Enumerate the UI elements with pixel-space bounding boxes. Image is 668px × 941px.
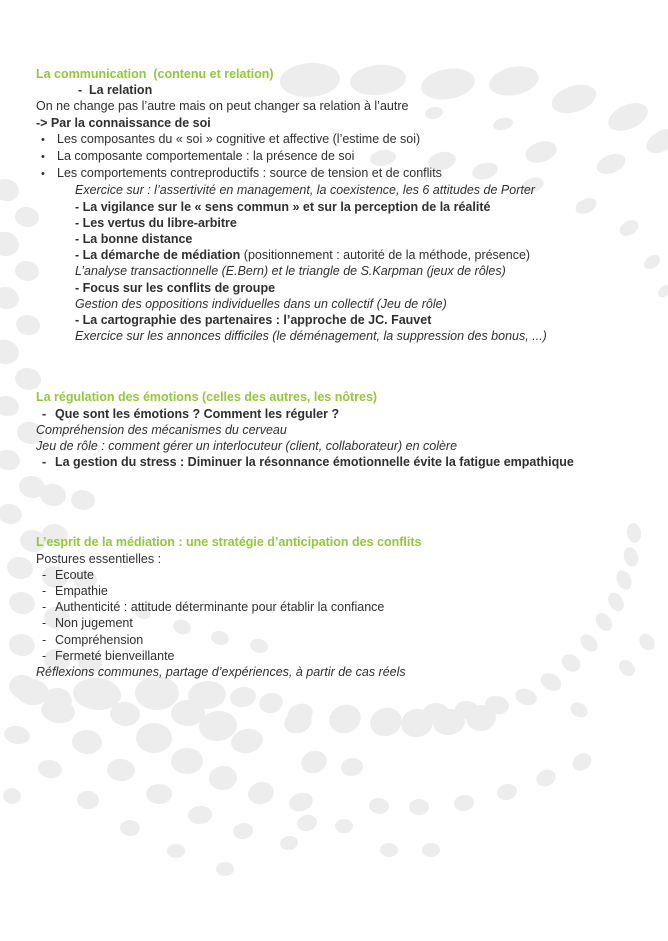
text-line: [36, 148, 642, 165]
text-segment: Réflexions communes, partage d’expériences, à partir de cas réels: [36, 665, 406, 680]
text-line: [36, 422, 642, 438]
text-segment: Fermeté bienveillante: [55, 648, 175, 663]
text-line: [36, 454, 642, 470]
document-content: [36, 66, 642, 680]
dash-marker: -: [42, 632, 47, 647]
bullet-marker: •: [41, 133, 45, 146]
text-segment: Postures essentielles :: [36, 551, 162, 566]
text-line: [36, 182, 642, 198]
text-segment: Gestion des oppositions individuelles dans un collectif (Jeu de rôle): [75, 296, 447, 311]
text-segment: -> Par la connaissance de soi: [36, 115, 211, 130]
bullet-marker: •: [41, 151, 45, 164]
section-heading: [36, 66, 642, 82]
text-segment: Les composantes du « soi » cognitive et affective (l’estime de soi): [57, 131, 421, 146]
text-line: [36, 165, 642, 182]
text-segment: Empathie: [55, 584, 108, 599]
text-segment: On ne change pas l’autre mais on peut changer sa relation à l’autre: [36, 99, 409, 114]
text-segment: Exercice sur les annonces difficiles (le déménagement, la suppression des bonus, ...): [75, 329, 547, 344]
text-line: [36, 406, 642, 422]
text-segment: - La démarche de médiation: [75, 248, 244, 263]
dash-marker: -: [42, 406, 47, 421]
text-segment: - La bonne distance: [75, 232, 193, 247]
text-segment: Exercice sur : l’assertivité en management, la coexistence, les 6 attitudes de Porter: [75, 183, 535, 198]
bullet-marker: •: [41, 168, 45, 181]
text-line: [36, 664, 642, 680]
text-line: [36, 551, 642, 567]
text-line: [36, 328, 642, 344]
text-segment: Les comportements contreproductifs : source de tension et de conflits: [57, 166, 442, 181]
text-line: [36, 632, 642, 648]
dash-marker: -: [42, 455, 47, 470]
section-heading: [36, 389, 642, 405]
text-segment: Authenticité : attitude déterminante pour établir la confiance: [55, 600, 385, 615]
text-segment: La relation: [89, 83, 153, 98]
text-segment: La régulation des émotions (celles des autres, les nôtres): [36, 390, 378, 405]
text-segment: - Focus sur les conflits de groupe: [75, 280, 276, 295]
text-segment: Compréhension: [55, 632, 144, 647]
text-segment: - Les vertus du libre-arbitre: [75, 215, 237, 230]
text-line: [36, 312, 642, 328]
text-line: [36, 280, 642, 296]
text-segment: - La vigilance sur le « sens commun » et sur la perception de la réalité: [75, 199, 491, 214]
text-segment: L’esprit de la médiation : une stratégie d’anticipation des conflits: [36, 535, 422, 550]
text-line: [36, 615, 642, 631]
section-heading: [36, 534, 642, 550]
section-la-regulation-des-emotions: [36, 389, 642, 470]
text-line: [36, 115, 642, 131]
text-segment: La composante comportementale : la présence de soi: [57, 149, 355, 164]
text-segment: L’analyse transactionnelle (E.Bern) et le triangle de S.Karpman (jeux de rôles): [75, 264, 506, 279]
text-line: [36, 567, 642, 583]
text-line: [36, 263, 642, 279]
text-line: [36, 199, 642, 215]
section-l-esprit-de-la-mediation: [36, 534, 642, 680]
text-line: [36, 131, 642, 148]
section-la-communication: [36, 66, 642, 344]
text-line: [36, 247, 642, 263]
text-segment: Que sont les émotions ? Comment les réguler ?: [55, 406, 340, 421]
dash-marker: -: [78, 83, 83, 98]
text-line: [36, 98, 642, 114]
text-line: [36, 648, 642, 664]
dash-marker: -: [42, 616, 47, 631]
text-line: [36, 599, 642, 615]
text-segment: Ecoute: [55, 567, 94, 582]
dash-marker: -: [42, 567, 47, 582]
text-segment: Jeu de rôle : comment gérer un interlocuteur (client, collaborateur) en colère: [36, 439, 458, 454]
text-segment: La communication (contenu et relation): [36, 67, 274, 81]
dash-marker: -: [42, 584, 47, 599]
text-line: [36, 438, 642, 454]
text-segment: - La cartographie des partenaires : l’approche de JC. Fauvet: [75, 313, 432, 328]
text-line: [36, 82, 642, 98]
dash-marker: -: [42, 648, 47, 663]
text-line: [36, 215, 642, 231]
text-line: [36, 583, 642, 599]
text-segment: Non jugement: [55, 616, 133, 631]
text-line: [36, 296, 642, 312]
text-segment: La gestion du stress : Diminuer la résonnance émotionnelle évite la fatigue empathique: [55, 455, 574, 470]
text-line: [36, 231, 642, 247]
text-segment: Compréhension des mécanismes du cerveau: [36, 422, 287, 437]
text-segment: (positionnement : autorité de la méthode, présence): [243, 248, 531, 263]
dash-marker: -: [42, 600, 47, 615]
